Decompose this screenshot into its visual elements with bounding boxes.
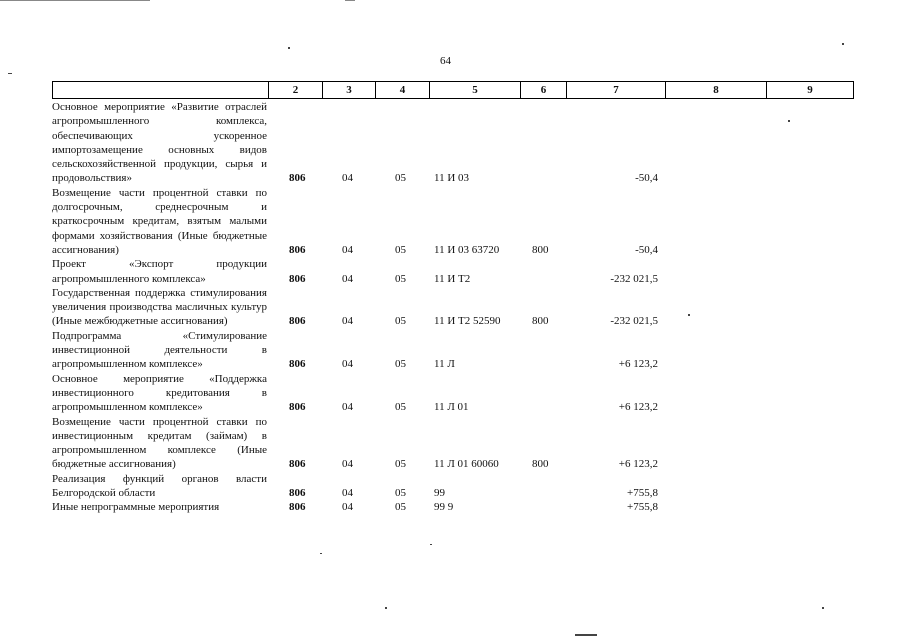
row-amount: +6 123,2 [618,358,658,371]
table-row [52,472,852,501]
row-expense-type: 800 [532,315,549,328]
scan-speck [575,634,597,636]
table-row [52,329,852,372]
row-target-article: 11 Л 01 60060 [434,458,499,471]
row-ministry-code: 806 [289,272,306,285]
row-subsection-code: 05 [395,401,406,414]
row-subsection-code: 05 [395,172,406,185]
row-ministry-code: 806 [289,172,306,185]
row-subsection-code: 05 [395,487,406,500]
row-ministry-code: 806 [289,358,306,371]
row-section-code: 04 [342,358,353,371]
header-col-8: 8 [666,82,767,99]
row-ministry-code: 806 [289,401,306,414]
row-target-article: 99 9 [434,501,454,514]
table-row [52,100,852,186]
row-section-code: 04 [342,243,353,256]
row-subsection-code: 05 [395,315,406,328]
row-amount: -50,4 [635,243,658,256]
header-col-3: 3 [323,82,376,99]
header-col-2: 2 [269,82,323,99]
top-edge-mark [345,0,355,1]
row-target-article: 11 Л 01 [434,401,469,414]
row-target-article: 11 И 03 63720 [434,243,500,256]
scan-speck [430,544,432,545]
row-description: Основное мероприятие «Поддержка инвестиционного кредитования в агропромышленном комплексе» [52,372,267,414]
row-ministry-code: 806 [289,458,306,471]
row-subsection-code: 05 [395,243,406,256]
row-description: Подпрограмма «Стимулирование инвестиционной деятельности в агропромышленном комплексе» [52,329,267,371]
row-amount: +6 123,2 [618,458,658,471]
scan-speck [688,314,690,316]
row-section-code: 04 [342,458,353,471]
row-section-code: 04 [342,172,353,185]
header-col-5: 5 [430,82,521,99]
header-col-9: 9 [767,82,854,99]
row-amount: -232 021,5 [610,272,658,285]
row-section-code: 04 [342,487,353,500]
row-subsection-code: 05 [395,272,406,285]
row-section-code: 04 [342,315,353,328]
header-col-1 [53,82,269,99]
row-description: Возмещение части процентной ставки по долгосрочным, среднесрочным и краткосрочным кредитам, взятым малыми формами хозяйствования (Иные бюджетные ассигнования) [52,186,267,256]
row-amount: -50,4 [635,172,658,185]
row-ministry-code: 806 [289,243,306,256]
row-subsection-code: 05 [395,501,406,514]
row-description: Возмещение части процентной ставки по инвестиционным кредитам (займам) в агропромышленном комплексе (Иные бюджетные ассигнования) [52,415,267,471]
row-expense-type: 800 [532,243,549,256]
scan-speck [822,607,824,609]
table-row [52,257,852,286]
table-row [52,286,852,329]
budget-table-body [52,100,852,515]
row-target-article: 11 Л [434,358,455,371]
scan-speck [788,120,790,122]
row-description: Реализация функций органов власти Белгородской области [52,472,267,500]
row-ministry-code: 806 [289,487,306,500]
top-edge-line [0,0,150,1]
row-amount: +755,8 [627,487,658,500]
row-amount: -232 021,5 [610,315,658,328]
row-section-code: 04 [342,401,353,414]
row-section-code: 04 [342,272,353,285]
row-target-article: 11 И 03 [434,172,470,185]
row-target-article: 11 И Т2 [434,272,471,285]
row-expense-type: 800 [532,458,549,471]
header-col-4: 4 [376,82,430,99]
header-col-6: 6 [521,82,567,99]
table-row [52,415,852,472]
row-description: Иные непрограммные мероприятия [52,501,220,514]
row-subsection-code: 05 [395,358,406,371]
scan-speck [842,43,844,45]
row-target-article: 99 [434,487,445,500]
table-row [52,186,852,257]
row-amount: +6 123,2 [618,401,658,414]
row-section-code: 04 [342,501,353,514]
row-description: Государственная поддержка стимулирования увеличения производства масличных культур (Иные межбюджетные ассигнования) [52,286,267,328]
row-amount: +755,8 [627,501,658,514]
row-description: Проект «Экспорт продукции агропромышленного комплекса» [52,258,267,285]
header-col-7: 7 [567,82,666,99]
table-row [52,500,852,514]
scan-speck [288,47,290,49]
column-number-header [52,81,854,99]
scan-speck [385,607,387,609]
scan-speck [320,553,322,554]
page-number: 64 [440,55,451,67]
row-ministry-code: 806 [289,315,306,328]
table-row [52,372,852,415]
row-ministry-code: 806 [289,501,306,514]
row-description: Основное мероприятие «Развитие отраслей агропромышленного комплекса, обеспечивающих ускоренное импортозамещение основных видов сельскохозяйственной продукции, сырья и продовольствия» [52,101,267,185]
row-target-article: 11 И Т2 52590 [434,315,501,328]
scan-speck [8,73,12,74]
row-subsection-code: 05 [395,458,406,471]
